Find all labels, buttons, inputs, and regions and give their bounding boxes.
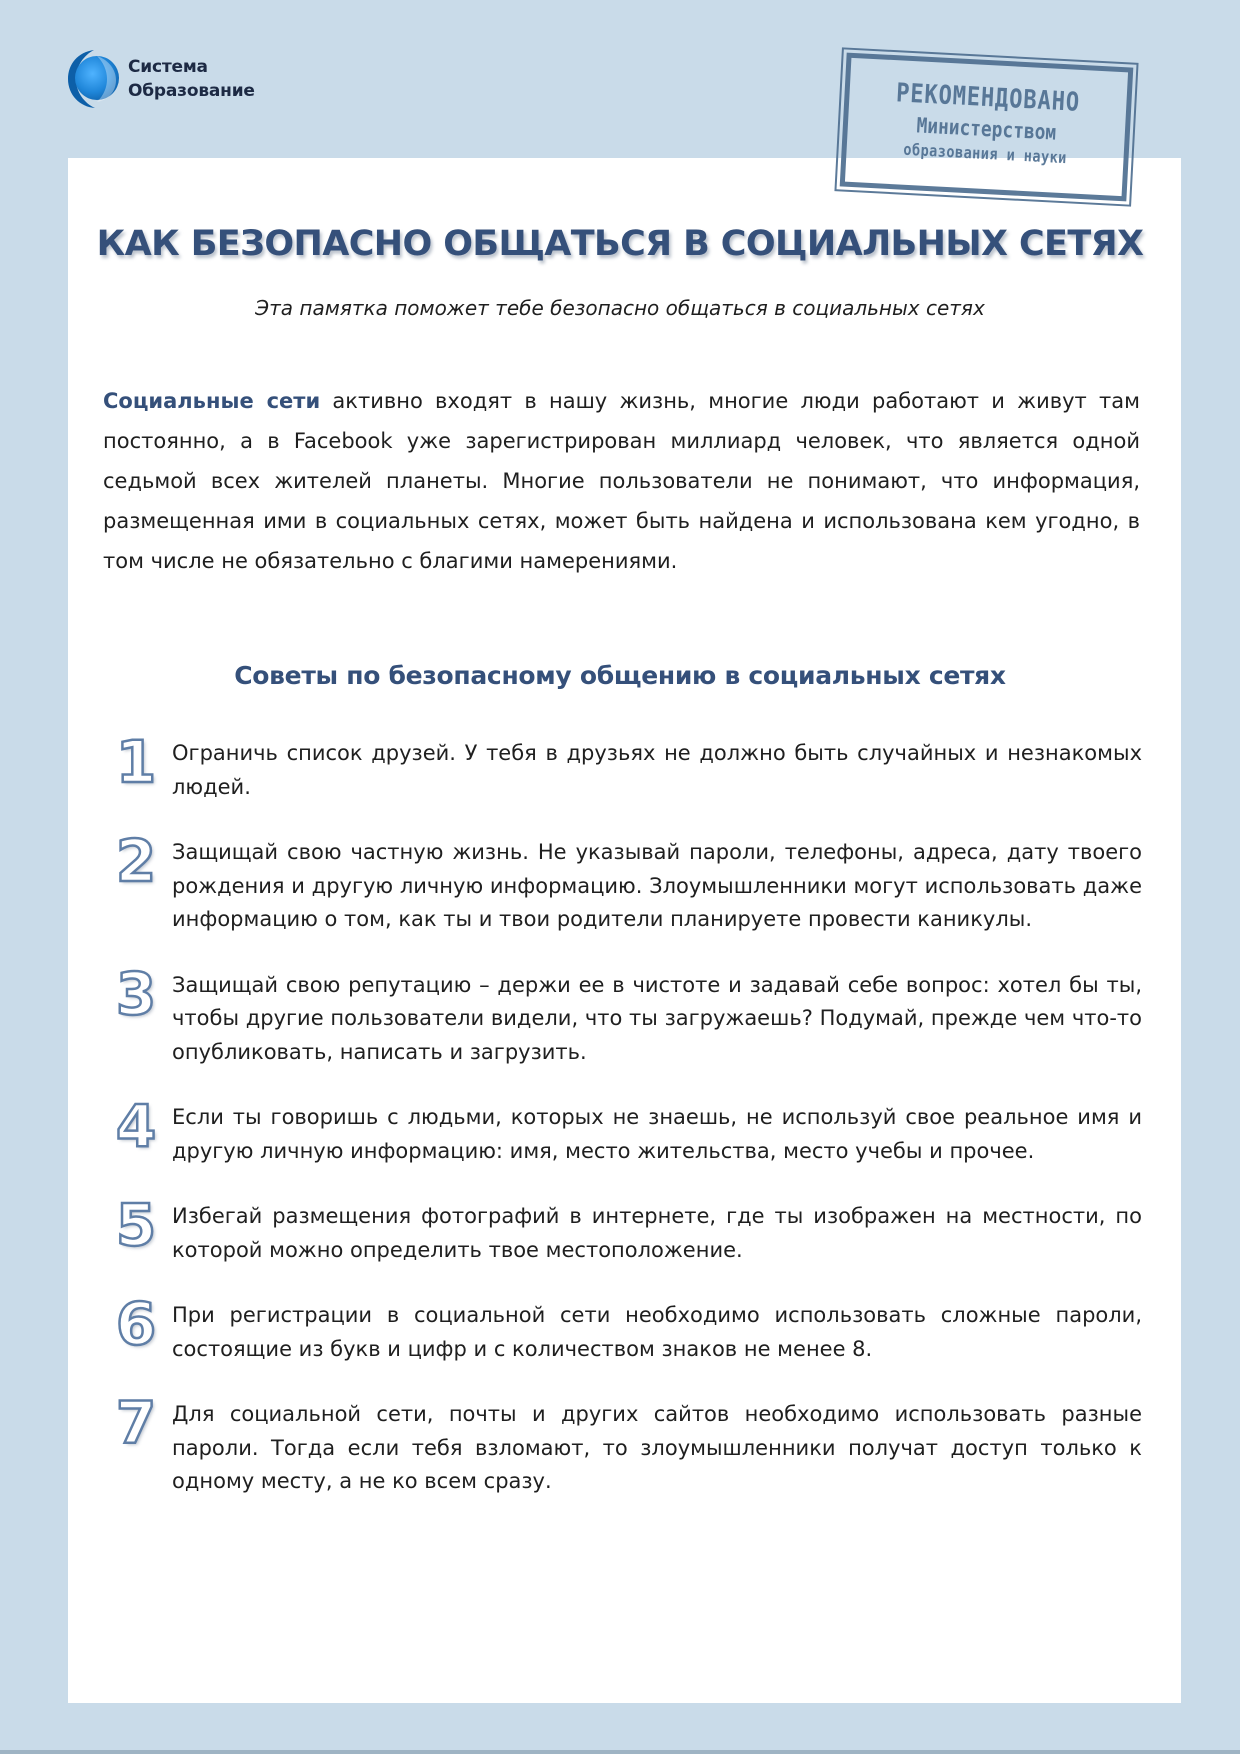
- stamp-line-3: образования и науки: [902, 139, 1068, 168]
- tips-heading: Советы по безопасному общению в социальных сетях: [234, 661, 1006, 690]
- page-title: КАК БЕЗОПАСНО ОБЩАТЬСЯ В СОЦИАЛЬНЫХ СЕТЯХ: [96, 224, 1144, 264]
- tip-text-6: При регистрации в социальной сети необходимо использовать сложные пароли, состоящие из букв и цифр и с количеством знаков не менее 8.: [172, 1303, 1142, 1361]
- page-subtitle: Эта памятка поможет тебе безопасно общаться в социальных сетях: [255, 296, 985, 320]
- tip-item-1: [100, 728, 1142, 804]
- tip-number-1: 1: [115, 728, 157, 796]
- tip-text-4: Если ты говоришь с людьми, которых не знаешь, не используй свое реальное имя и другую личную информацию: имя, место жительства, место учебы и прочее.: [172, 1105, 1142, 1163]
- tip-item-3: [100, 959, 1142, 1070]
- page-bottom-edge: [0, 1750, 1240, 1754]
- intro-text: активно входят в нашу жизнь, многие люди работают и живут там постоянно, а в Facebook уже зарегистрирован миллиард человек, что является одной седьмой всех жителей планеты. Многие пользователи не понимают, что информация, размещенная ими в социальных сетях, может быть найдена и использована кем угодно, в том числе не обязательно с благими намерениями.: [103, 389, 1140, 573]
- tip-text-7: Для социальной сети, почты и других сайтов необходимо использовать разные пароли. Тогда если тебя взломают, то злоумышленники получат доступ только к одному месту, а не ко всем сразу.: [172, 1402, 1142, 1493]
- tip-number-3: 3: [115, 959, 157, 1028]
- intro-lead: Социальные сети: [103, 389, 321, 413]
- logo-line-2: Образование: [128, 81, 255, 101]
- tip-number-2: 2: [115, 827, 157, 895]
- tip-item-5: [100, 1191, 1142, 1267]
- tip-number-5: 5: [115, 1191, 157, 1259]
- logo-text: [128, 55, 255, 103]
- tip-text-3: Защищай свою репутацию – держи ее в чистоте и задавай себе вопрос: хотел бы ты, чтобы другие пользователи видели, что ты загружаешь? Подумай, прежде чем что-то опубликовать, написать и загрузить.: [172, 972, 1142, 1064]
- tip-number-4: 4: [115, 1092, 157, 1160]
- globe-logo-icon: [64, 46, 122, 112]
- stamp-line-1: РЕКОМЕНДОВАНО: [895, 78, 1081, 118]
- tip-number-6: 6: [115, 1290, 157, 1358]
- tip-text-1: Ограничь список друзей. У тебя в друзьях не должно быть случайных и незнакомых людей.: [172, 741, 1142, 799]
- intro-paragraph: [103, 381, 1140, 581]
- tip-text-5: Избегай размещения фотографий в интернете, где ты изображен на местности, по которой можно определить твое местоположение.: [172, 1204, 1142, 1262]
- logo-line-1: Система: [128, 57, 208, 77]
- tip-item-2: [100, 827, 1142, 937]
- tip-item-7: [100, 1389, 1142, 1499]
- tip-number-7: 7: [115, 1389, 157, 1457]
- tip-item-4: [100, 1092, 1142, 1168]
- logo: [64, 46, 255, 112]
- tips-list: [100, 728, 1142, 1499]
- tip-text-2: Защищай свою частную жизнь. Не указывай пароли, телефоны, адреса, дату твоего рождения и другую личную информацию. Злоумышленники могут использовать даже информацию о том, как ты и твои родители планируете провести каникулы.: [172, 840, 1142, 931]
- tip-item-6: [100, 1290, 1142, 1366]
- recommendation-stamp: [840, 53, 1134, 202]
- stamp-line-2: Министерством: [916, 113, 1057, 145]
